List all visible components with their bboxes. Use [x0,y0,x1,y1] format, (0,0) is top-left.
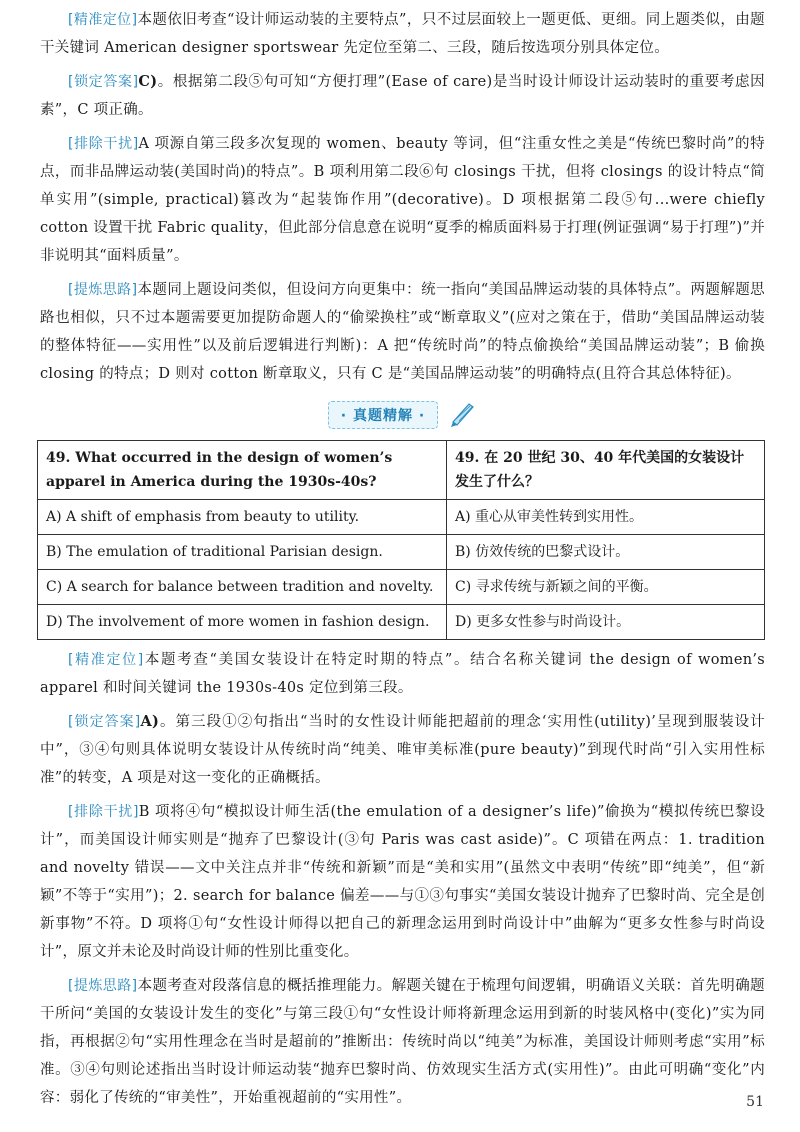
question-header-row [38,441,765,500]
paragraph-strategy-2 [40,972,765,1112]
tag-label: [精准定位] [68,12,138,28]
option-chinese: B) 仿效传统的巴黎式设计。 [447,535,765,570]
paragraph-positioning-1 [40,6,765,62]
option-english: A) A shift of emphasis from beauty to utility. [38,500,447,535]
paragraph-strategy-1 [40,276,765,388]
tag-label: [精准定位] [68,652,144,668]
tag-label: [提炼思路] [68,282,138,298]
paragraph-text: 。根据第二段⑤句可知“方便打理”(Ease of care)是当时设计师设计运动装时的重要考虑因素”，C 项正确。 [40,74,765,118]
option-chinese: A) 重心从审美性转到实用性。 [447,500,765,535]
pen-icon [447,398,477,432]
option-row [38,570,765,605]
option-row [38,500,765,535]
page-number: 51 [746,1094,764,1110]
paragraph-text: 本题考查对段落信息的概括推理能力。解题关键在于梳理句间逻辑，明确语义关联：首先明确题干所问“美国的女装设计发生的变化”与第三段①句“女性设计师将新理念运用到新的时装风格中(变化)”实为同指，再根据②句“实用性理念在当时是超前的”推断出：传统时尚以“纯美”为标准，美国设计师则考虑“实用”标准。③④句则论述指出当时设计师运动装“抛弃巴黎时尚、仿效现实生活方式(实用性)”。由此可明确“变化”内容：弱化了传统的“审美性”，开始重视超前的“实用性”。 [40,978,765,1106]
paragraph-text: 本题依旧考查“设计师运动装的主要特点”，只不过层面较上一题更低、更细。同上题类似，由题干关键词 American designer sportswear 先定位至第二、三段，随后按选项分别具体定位。 [40,12,765,56]
paragraph-distractors-1 [40,130,765,270]
option-english: C) A search for balance between tradition and novelty. [38,570,447,605]
tag-label: [排除干扰] [68,804,139,820]
option-row [38,605,765,640]
option-chinese: D) 更多女性参与时尚设计。 [447,605,765,640]
tag-label: [排除干扰] [68,136,139,152]
paragraph-answer-2 [40,708,765,792]
answer-letter: A) [140,713,160,730]
section-banner [40,398,765,430]
option-english: B) The emulation of traditional Parisian design. [38,535,447,570]
paragraph-text: 本题考查“美国女装设计在特定时期的特点”。结合名称关键词 the design of women’s apparel 和时间关键词 the 1930s-40s 定位到第三段。 [40,652,765,696]
question-chinese: 49. 在 20 世纪 30、40 年代美国的女装设计发生了什么？ [447,441,765,500]
page-content [40,6,765,1118]
paragraph-text: B 项将④句“模拟设计师生活(the emulation of a designer’s life)”偷换为“模拟传统巴黎设计”，而美国设计师实则是“抛弃了巴黎设计(③句 Paris was cast aside)”。C 项错在两点：1. tradition and novelty 错误——文中关注点并非“传统和新颖”而是“美和实用”(虽然文中表明“传统”即“纯美”，但“新颖”不等于“实用”)；2. search for balance 偏差——与①③句事实“美国女装设计抛弃了巴黎时尚、完全是创新事物”不符。D 项将①句“女性设计师得以把自己的新理念运用到时尚设计中”曲解为“更多女性参与时尚设计”，原文并未论及时尚设计师的性别比重变化。 [40,804,765,960]
option-english: D) The involvement of more women in fashion design. [38,605,447,640]
option-chinese: C) 寻求传统与新颖之间的平衡。 [447,570,765,605]
tag-label: [锁定答案] [68,714,141,730]
tag-label: [锁定答案] [68,74,139,90]
option-row [38,535,765,570]
paragraph-text: 。第三段①②句指出“当时的女性设计师能把超前的理念‘实用性(utility)’呈现到服装设计中”，③④句则具体说明女装设计从传统时尚“纯美、唯审美标准(pure beauty)”到现代时尚“引入实用性标准”的转变，A 项是对这一变化的正确概括。 [40,714,765,786]
tag-label: [提炼思路] [68,978,138,994]
question-table [37,440,765,640]
answer-letter: C) [138,73,158,90]
paragraph-text: A 项源自第三段多次复现的 women、beauty 等词，但“注重女性之美是“传统巴黎时尚”的特点，而非品牌运动装(美国时尚)的特点”。B 项利用第二段⑥句 closings 干扰，但将 closings 的设计特点“简单实用”(simple, practical)篡改为“起装饰作用”(decorative)。D 项根据第二段⑤句...were chiefly cotton 设置干扰 Fabric quality，但此部分信息意在说明“夏季的棉质面料易于打理(例证强调“易于打理”)”并非说明其“面料质量”。 [40,136,766,264]
paragraph-distractors-2 [40,798,765,966]
paragraph-text: 本题同上题设问类似，但设问方向更集中：统一指向“美国品牌运动装的具体特点”。两题解题思路也相似，只不过本题需要更加提防命题人的“偷梁换柱”或“断章取义”(应对之策在于，借助“美国品牌运动装的整体特征——实用性”以及前后逻辑进行判断)：A 把“传统时尚”的特点偷换给“美国品牌运动装”；B 偷换 closing 的特点；D 则对 cotton 断章取义，只有 C 是“美国品牌运动装”的明确特点(且符合其总体特征)。 [40,282,765,382]
question-english: 49. What occurred in the design of women’s apparel in America during the 1930s-40s? [38,441,447,500]
paragraph-positioning-2 [40,646,765,702]
banner-label: · 真题精解 · [328,401,438,429]
paragraph-answer-1 [40,68,765,124]
